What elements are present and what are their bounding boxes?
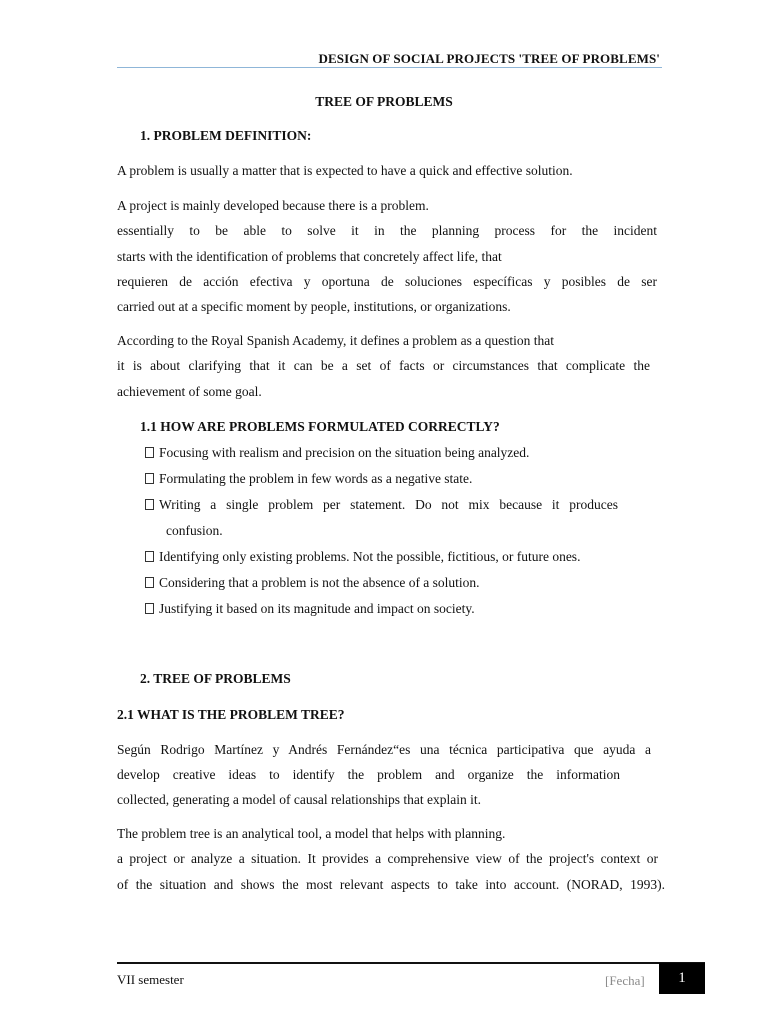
section1-heading: 1. PROBLEM DEFINITION: xyxy=(140,128,312,143)
page-number: 1 xyxy=(678,970,686,986)
checkbox-bullet-icon xyxy=(145,551,154,562)
checkbox-bullet-icon xyxy=(145,603,154,614)
section1-para2-line: essentially to be able to solve it in the planning process for the incident xyxy=(117,223,657,238)
bullet-text: Identifying only existing problems. Not the possible, fictitious, or future ones. xyxy=(159,549,581,564)
bullet-text: Formulating the problem in few words as a negative state. xyxy=(159,471,473,486)
section1-para2-line: carried out at a specific moment by people, institutions, or organizations. xyxy=(117,299,511,314)
checkbox-bullet-icon xyxy=(145,473,154,484)
header-rule xyxy=(117,67,662,68)
bullet-item xyxy=(145,575,480,591)
section2-para1-line: collected, generating a model of causal relationships that explain it. xyxy=(117,792,481,807)
bullet-item xyxy=(145,471,472,487)
footer-rule xyxy=(117,962,705,964)
section1-para2-line: A project is mainly developed because there is a problem. xyxy=(117,198,429,213)
checkbox-bullet-icon xyxy=(145,499,154,510)
section1-para3-line: it is about clarifying that it can be a set of facts or circumstances that complicate the xyxy=(117,358,650,373)
section1-para3-line: According to the Royal Spanish Academy, it defines a problem as a question that xyxy=(117,333,555,348)
bullet-item xyxy=(145,497,618,513)
bullet-item xyxy=(145,445,529,461)
footer-date: [Fecha] xyxy=(605,973,645,988)
checkbox-bullet-icon xyxy=(145,447,154,458)
bullet-continuation: confusion. xyxy=(166,523,223,538)
section2-para1-line: Según Rodrigo Martínez y Andrés Fernández“es una técnica participativa que ayuda a xyxy=(117,742,651,757)
section1-para2-line: starts with the identification of problems that concretely affect life, that xyxy=(117,249,502,264)
bullet-text: Writing a single problem per statement. Do not mix because it produces xyxy=(159,497,618,512)
header-title: DESIGN OF SOCIAL PROJECTS 'TREE OF PROBLEMS' xyxy=(318,51,660,66)
section2-para2-line: of the situation and shows the most relevant aspects to take into account. (NORAD, 1993). xyxy=(117,877,665,892)
section21-heading: 2.1 WHAT IS THE PROBLEM TREE? xyxy=(117,707,345,722)
bullet-item xyxy=(145,601,475,617)
section1-para1: A problem is usually a matter that is expected to have a quick and effective solution. xyxy=(117,163,573,178)
section2-para1-line: develop creative ideas to identify the problem and organize the information xyxy=(117,767,620,782)
bullet-text: Considering that a problem is not the absence of a solution. xyxy=(159,575,480,590)
footer-semester: VII semester xyxy=(117,972,184,987)
section1-para2-line: requieren de acción efectiva y oportuna de soluciones específicas y posibles de ser xyxy=(117,274,657,289)
main-title: TREE OF PROBLEMS xyxy=(315,94,453,109)
section1-para3-line: achievement of some goal. xyxy=(117,384,262,399)
section2-heading: 2. TREE OF PROBLEMS xyxy=(140,671,291,686)
bullet-text: Focusing with realism and precision on the situation being analyzed. xyxy=(159,445,530,460)
bullet-text: Justifying it based on its magnitude and impact on society. xyxy=(159,601,475,616)
checkbox-bullet-icon xyxy=(145,577,154,588)
bullet-item xyxy=(145,549,580,565)
section11-heading: 1.1 HOW ARE PROBLEMS FORMULATED CORRECTLY? xyxy=(140,419,500,434)
section2-para2-line: The problem tree is an analytical tool, a model that helps with planning. xyxy=(117,826,506,841)
section2-para2-line: a project or analyze a situation. It provides a comprehensive view of the project's context or xyxy=(117,851,658,866)
